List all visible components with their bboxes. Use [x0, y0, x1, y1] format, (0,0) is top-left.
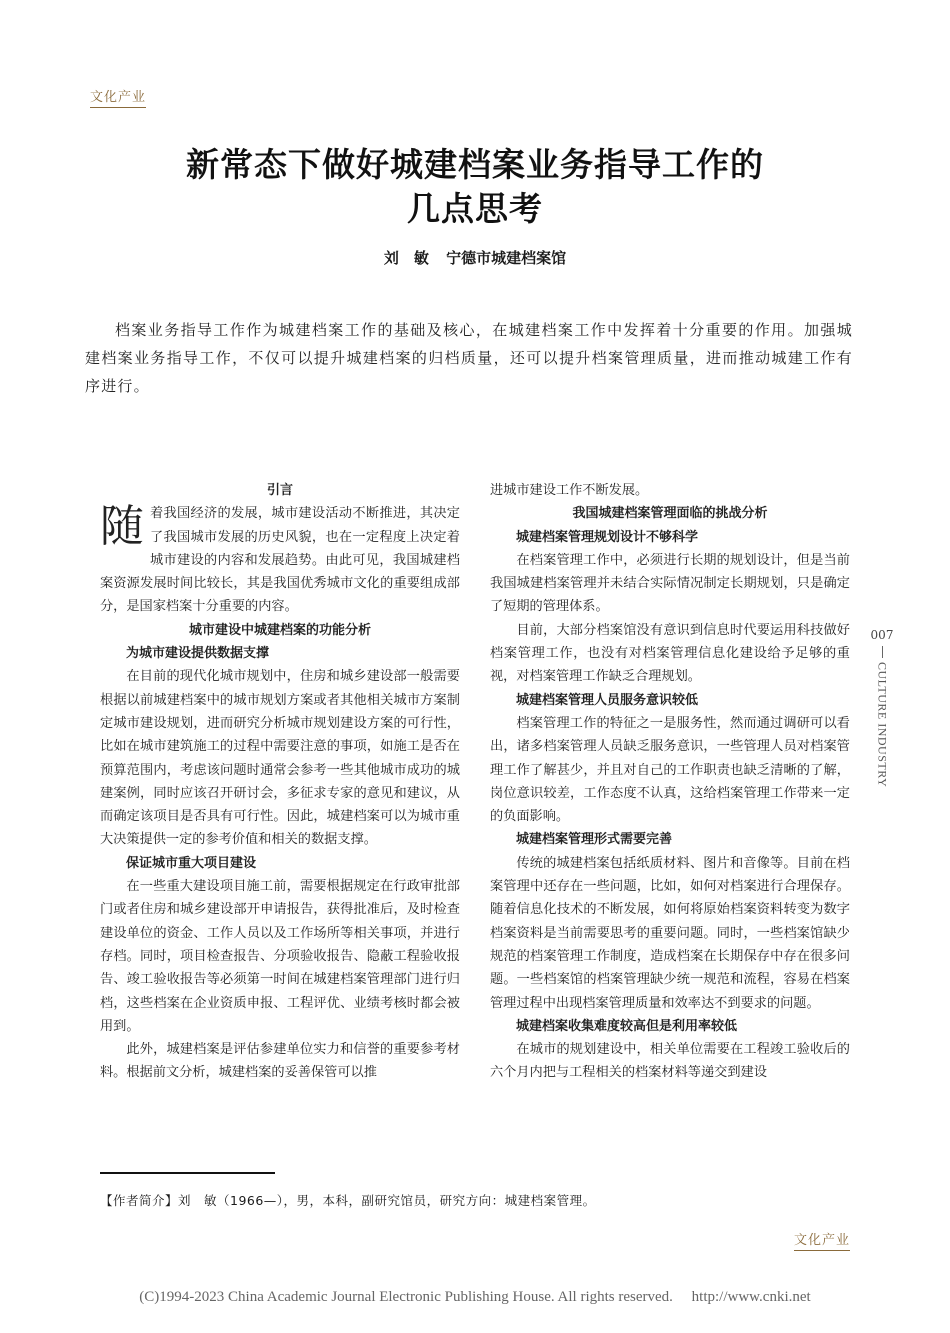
drop-cap: 随 [100, 501, 144, 553]
paragraph-planning-1: 在档案管理工作中，必须进行长期的规划设计，但是当前我国城建档案管理并未结合实际情况制定长期规划，只是确定了短期的管理体系。 [490, 552, 850, 615]
copyright-notice: (C)1994-2023 China Academic Journal Electronic Publishing House. All rights reserved. http://www.cnki.net [139, 1289, 811, 1305]
intro-paragraph [100, 502, 460, 618]
page-number: 007 [870, 628, 894, 642]
heading-collection: 城建档案收集难度较高但是利用率较低 [516, 1018, 738, 1034]
side-divider [882, 646, 883, 658]
heading-challenges: 我国城建档案管理面临的挑战分析 [572, 506, 768, 522]
heading-intro: 引言 [266, 483, 293, 498]
article-title [0, 143, 950, 231]
section-tag-header: 文化产业 [90, 86, 146, 108]
heading-planning: 城建档案管理规划设计不够科学 [516, 529, 699, 545]
heading-data-support: 为城市建设提供数据支撑 [126, 646, 270, 662]
paragraph-planning-2: 目前，大部分档案馆没有意识到信息时代要运用科技做好档案管理工作，也没有对档案管理信息化建设给予足够的重视，对档案管理工作缺乏合理规划。 [490, 622, 850, 685]
paragraph-collection: 在城市的规划建设中，相关单位需要在工程竣工验收后的六个月内把与工程相关的档案材料等递交到建设 [490, 1042, 850, 1081]
author-line [0, 247, 950, 268]
paragraph-staff: 档案管理工作的特征之一是服务性，然而通过调研可以看出，诸多档案管理人员缺乏服务意识，一些管理人员对档案管理工作了解甚少，并且对自己的工作职责也缺乏清晰的了解，岗位意识较差，工作态度不认真，这给档案管理工作带来一定的负面影响。 [490, 715, 850, 825]
paragraph-major-projects: 在一些重大建设项目施工前，需要根据规定在行政审批部门或者住房和城乡建设部开申请报告，获得批准后，及时检查建设单位的资金、工作人员以及工作场所等相关事项，并进行存档。同时，项目检查报告、分项验收报告、隐蔽工程验收报告、竣工验收报告等必须第一时间在城建档案管理部门进行归档，这些档案在企业资质申报、工程评优、业绩考核时都会被用到。 [100, 879, 460, 1034]
paragraph-data-support: 在目前的现代化城市规划中，住房和城乡建设部一般需要根据以前城建档案中的城市规划方案或者其他相关城市方案制定城市建设规划，进而研究分析城市规划建设方案的可行性，比如在城市建筑施工的过程中需要注意的事项，如施工是否在预算范围内，考虑该问题时通常会参考一些其他城市成功的城建案例，同时应该召开研讨会，多征求专家的意见和建议，从而确定该项目是否具有可行性。因此，城建档案可以为城市重大决策提供一定的参考价值和相关的数据支撑。 [100, 669, 460, 848]
heading-staff: 城建档案管理人员服务意识较低 [516, 692, 699, 708]
right-column [490, 479, 850, 1085]
author-affiliation: 宁德市城建档案馆 [446, 249, 567, 267]
title-line-1: 新常态下做好城建档案业务指导工作的 [186, 145, 764, 184]
side-margin-marker [870, 628, 894, 788]
paragraph-form: 传统的城建档案包括纸质材料、图片和音像等。目前在档案管理中还存在一些问题，比如，如何对档案进行合理保存。随着信息化技术的不断发展，如何将原始档案资料转变为数字档案资料是当前需要思考的重要问题。同时，一些档案馆缺少规范的档案管理工作制度，造成档案在长期保存中存在很多问题。一些档案馆的档案管理缺少统一规范和流程，容易在档案管理过程中出现档案管理质量和效率达不到要求的问题。 [490, 855, 850, 1011]
title-line-2: 几点思考 [407, 189, 543, 228]
left-column [100, 479, 460, 1085]
intro-text: 着我国经济的发展，城市建设活动不断推进，其决定了我国城市发展的历史风貌，也在一定程度上决定着城市建设的内容和发展趋势。由此可见，我国城建档案资源发展时间比较长，其是我国优秀城市文化的重要组成部分，是国家档案十分重要的内容。 [100, 506, 460, 615]
abstract [85, 316, 853, 400]
abstract-text: 档案业务指导工作作为城建档案工作的基础及核心，在城建档案工作中发挥着十分重要的作用。加强城建档案业务指导工作，不仅可以提升城建档案的归档质量，还可以提升档案管理质量，进而推动城建工作有序进行。 [85, 321, 853, 395]
author-name: 刘 敏 [383, 249, 429, 267]
author-footnote: 【作者简介】刘 敏（1966—），男，本科，副研究馆员，研究方向：城建档案管理。 [100, 1193, 596, 1208]
heading-function: 城市建设中城建档案的功能分析 [188, 622, 371, 638]
journal-name-vertical: CULTURE INDUSTRY [875, 662, 890, 788]
heading-major-projects: 保证城市重大项目建设 [126, 855, 257, 871]
footnote-rule [100, 1172, 275, 1174]
paragraph-additionally: 此外，城建档案是评估参建单位实力和信誉的重要参考材料。根据前文分析，城建档案的妥善保管可以推 [100, 1042, 460, 1081]
heading-form: 城建档案管理形式需要完善 [516, 832, 673, 848]
section-tag-footer: 文化产业 [794, 1229, 850, 1251]
paragraph-continued: 进城市建设工作不断发展。 [490, 483, 649, 498]
